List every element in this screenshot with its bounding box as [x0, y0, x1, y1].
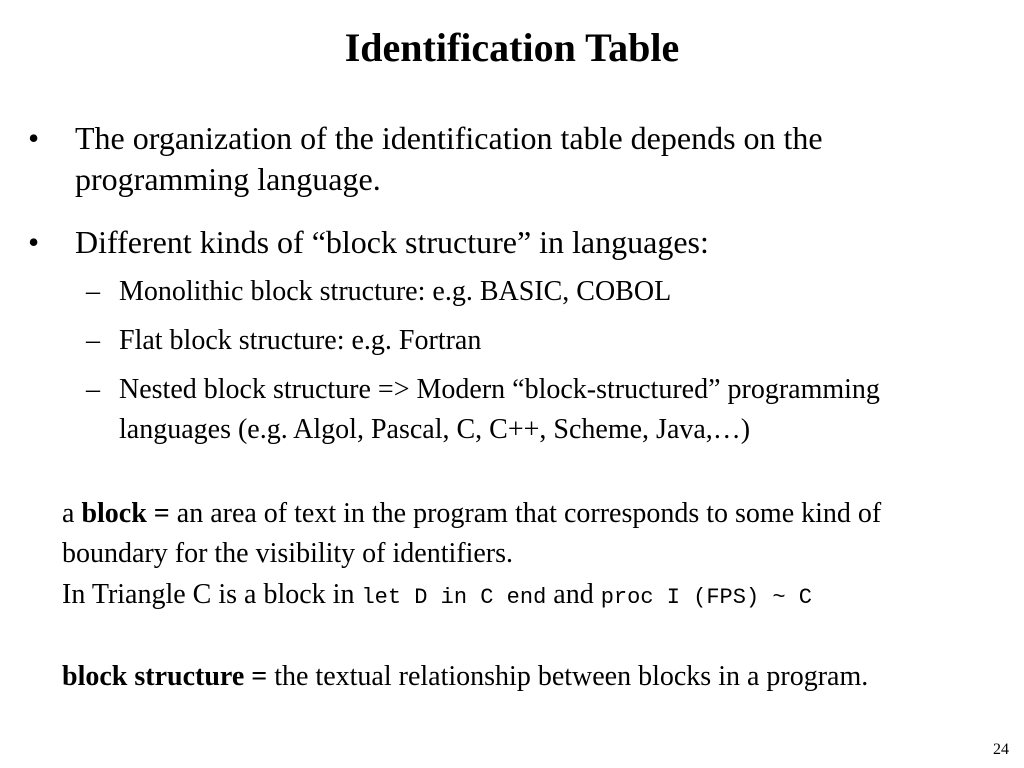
triangle-text-2: and [546, 579, 601, 610]
sub-bullet-text: Monolithic block structure: e.g. BASIC, COBOL [119, 276, 672, 307]
triangle-code-2: proc I (FPS) ~ C [600, 585, 812, 610]
sub-bullet-marker: – [86, 325, 100, 356]
sub-bullet-item-2 [86, 321, 986, 361]
page-number: 24 [993, 741, 1009, 758]
block-definition [62, 494, 982, 574]
block-structure-term: block structure [62, 661, 245, 692]
sub-bullet-marker: – [86, 276, 100, 307]
triangle-code-1: let D in C end [361, 585, 547, 610]
sub-bullet-marker: – [86, 374, 100, 405]
block-def-prefix: a [62, 498, 82, 529]
sub-bullet-item-1 [86, 272, 986, 312]
bullet-item-1 [28, 118, 988, 200]
block-term: block [81, 498, 147, 529]
sub-bullet-text: Nested block structure => Modern “block-structured” programming languages (e.g. Algol, Pascal, C, C++, Scheme, Java,…) [119, 374, 880, 445]
bullet-marker: • [28, 224, 40, 260]
triangle-example [62, 575, 982, 618]
block-def-text: an area of text in the program that corresponds to some kind of boundary for the visibility of identifiers. [62, 498, 882, 569]
bullet-text: Different kinds of “block structure” in languages: [75, 224, 709, 260]
bullet-text: The organization of the identification table depends on the programming language. [75, 120, 823, 197]
block-structure-text: the textual relationship between blocks in a program. [267, 661, 869, 692]
bullet-marker: • [28, 120, 40, 156]
bullet-item-2 [28, 222, 988, 263]
slide-title: Identification Table [344, 25, 680, 70]
block-structure-definition [62, 657, 942, 697]
block-structure-equals: = [244, 661, 268, 692]
triangle-text-1: In Triangle C is a block in [62, 579, 362, 610]
block-equals: = [146, 498, 170, 529]
sub-bullet-item-3 [86, 370, 966, 450]
sub-bullet-text: Flat block structure: e.g. Fortran [119, 325, 482, 356]
